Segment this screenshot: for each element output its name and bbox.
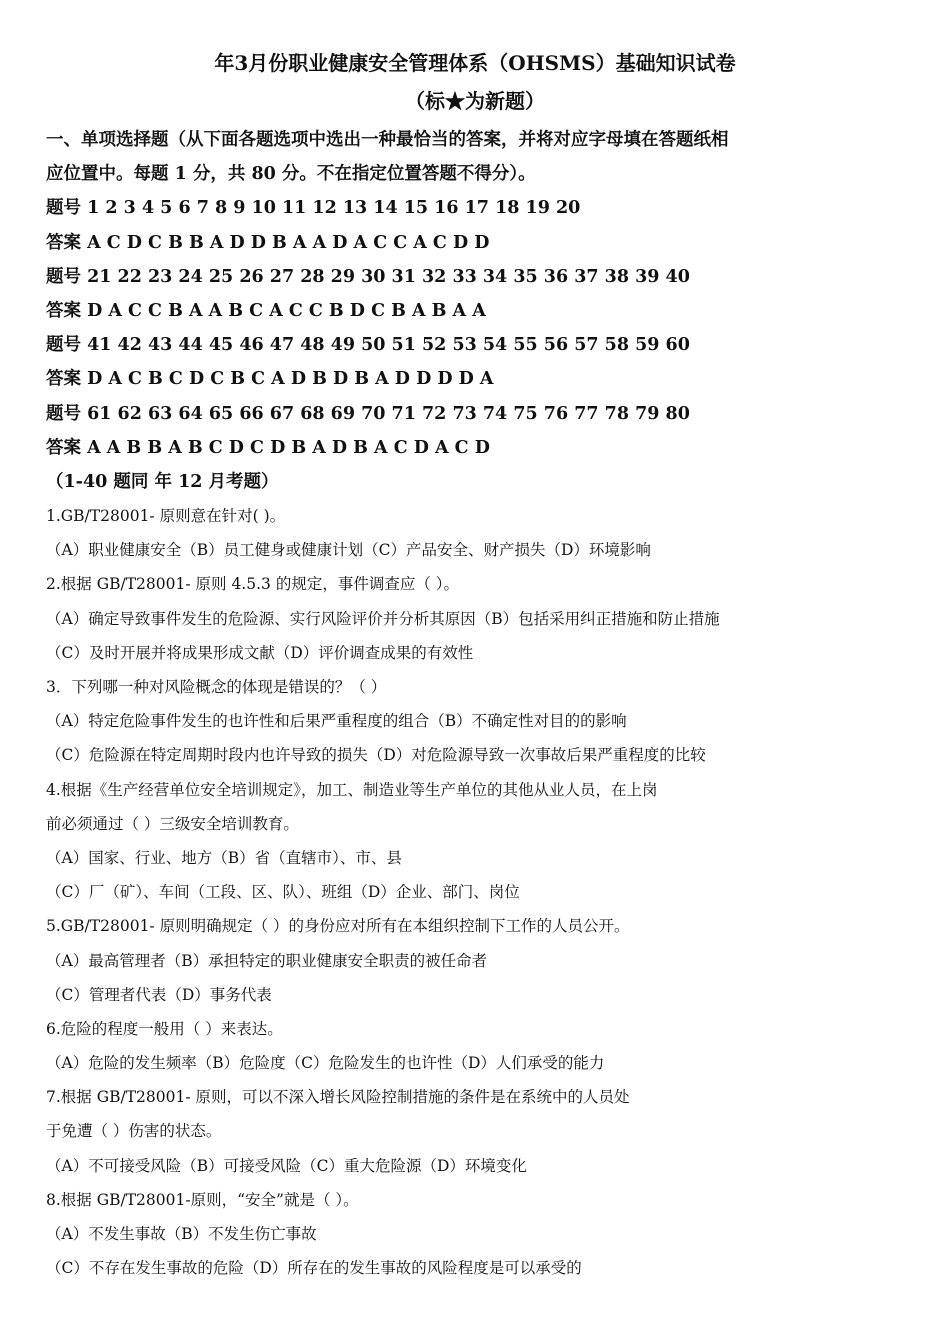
- document-title: 年3月份职业健康安全管理体系（OHSMS）基础知识试卷: [214, 51, 736, 75]
- question-text-line: （A）危险的发生频率（B）危险度（C）危险发生的也许性（D）人们承受的能力: [46, 1054, 605, 1073]
- section-text-line: 题号 21 22 23 24 25 26 27 28 29 30 31 32 33 34 35 36 37 38 39 40: [46, 266, 690, 287]
- question-text-line: （C）管理者代表（D）事务代表: [46, 985, 272, 1004]
- question-text-line: （C）厂（矿）、车间（工段、区、队）、班组（D）企业、部门、岗位: [46, 883, 520, 902]
- document-subtitle: （标★为新题）: [405, 89, 545, 113]
- question-text-line: （A）不发生事故（B）不发生伤亡事故: [46, 1225, 317, 1243]
- question-text-line: （C）危险源在特定周期时段内也许导致的损失（D）对危险源导致一次事故后果严重程度的比较: [46, 746, 706, 765]
- section-text-line: 一、单项选择题（从下面各题选项中选出一种最恰当的答案，并将对应字母填在答题纸相: [46, 130, 729, 150]
- document-body: [46, 123, 906, 1285]
- question-text-line: （A）国家、行业、地方（B）省（直辖市）、市、县: [46, 848, 402, 867]
- question-text-line: 5.GB/T28001- 原则明确规定（ ）的身份应对所有在本组织控制下工作的人员公开。: [46, 917, 630, 936]
- question-text-line: （A）确定导致事件发生的危险源、实行风险评价并分析其原因（B）包括采用纠正措施和防止措施: [46, 609, 720, 628]
- question-text-line: （A）最高管理者（B）承担特定的职业健康安全职责的被任命者: [46, 951, 488, 970]
- question-text-line: （C）不存在发生事故的危险（D）所存在的发生事故的风险程度是可以承受的: [46, 1259, 582, 1278]
- question-text-line: （C）及时开展并将成果形成文献（D）评价调查成果的有效性: [46, 643, 474, 662]
- section-text-line: 应位置中。每题 1 分，共 80 分。不在指定位置答题不得分）。: [46, 164, 536, 185]
- section-text-line: 答案 A A B B A B C D C D B A D B A C D A C D: [46, 437, 490, 458]
- question-text-line: 7.根据 GB/T28001- 原则，可以不深入增长风险控制措施的条件是在系统中的人员处: [46, 1088, 630, 1107]
- question-text-line: 2.根据 GB/T28001- 原则 4.5.3 的规定，事件调查应（ ）。: [46, 575, 459, 594]
- question-text-line: 1.GB/T28001- 原则意在针对( )。: [46, 507, 286, 526]
- section-text-line: 题号 1 2 3 4 5 6 7 8 9 10 11 12 13 14 15 16 17 18 19 20: [46, 198, 581, 219]
- question-text-line: 6.危险的程度一般用（ ）来表达。: [46, 1019, 283, 1038]
- section-text-line: 题号 61 62 63 64 65 66 67 68 69 70 71 72 73 74 75 76 77 78 79 80: [46, 403, 690, 424]
- section-text-line: 答案 A C D C B B A D D B A A D A C C A C D D: [46, 232, 490, 253]
- question-text-line: （A）不可接受风险（B）可接受风险（C）重大危险源（D）环境变化: [46, 1156, 527, 1175]
- section-text-line: 题号 41 42 43 44 45 46 47 48 49 50 51 52 53 54 55 56 57 58 59 60: [46, 335, 690, 356]
- question-text-line: 前必须通过（ ）三级安全培训教育。: [46, 814, 299, 833]
- section-text-line: 答案 D A C B C D C B C A D B D B A D D D D A: [46, 369, 494, 390]
- section-text-line: 答案 D A C C B A A B C A C C B D C B A B A A: [46, 300, 486, 321]
- question-text-line: （A）职业健康安全（B）员工健身或健康计划（C）产品安全、财产损失（D）环境影响: [46, 541, 651, 560]
- question-text-line: 4.根据《生产经营单位安全培训规定》，加工、制造业等生产单位的其他从业人员，在上岗: [46, 780, 658, 799]
- question-text-line: （A）特定危险事件发生的也许性和后果严重程度的组合（B）不确定性对目的的影响: [46, 712, 627, 731]
- question-text-line: 3．下列哪一种对风险概念的体现是错误的？（ ）: [46, 678, 387, 696]
- question-text-line: 于免遭（ ）伤害的状态。: [46, 1122, 222, 1141]
- section-text-line: （1-40 题同 年 12 月考题）: [46, 471, 279, 492]
- question-text-line: 8.根据 GB/T28001-原则，“安全”就是（ ）。: [46, 1190, 359, 1209]
